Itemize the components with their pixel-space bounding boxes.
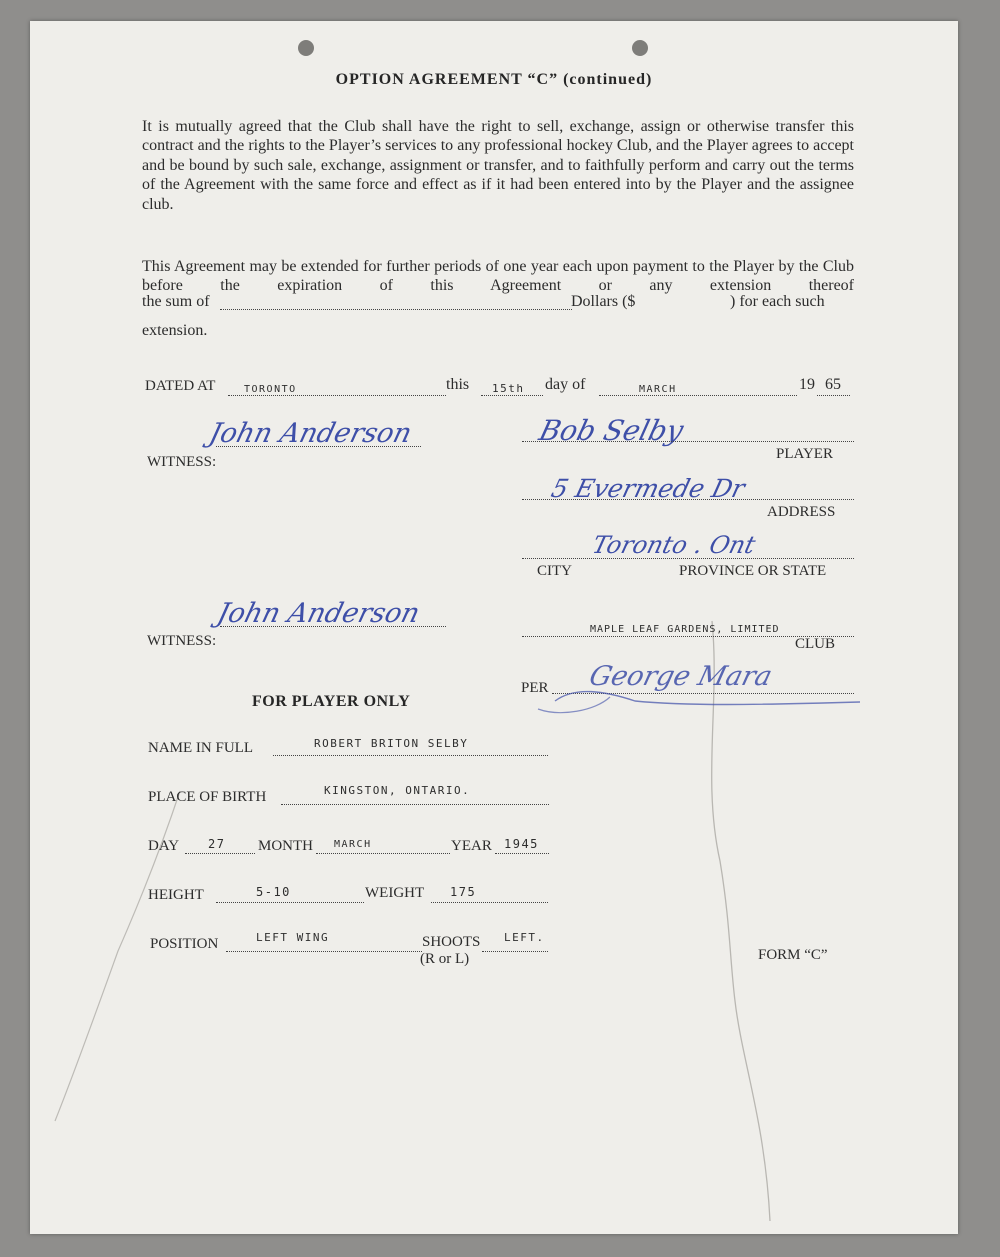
month-value: MARCH [639, 384, 677, 395]
day-of-label: day of [545, 376, 586, 393]
weight-label: WEIGHT [365, 885, 425, 901]
position-value: LEFT WING [256, 931, 330, 944]
birth-day-value: 27 [208, 837, 226, 851]
shoots-hint: (R or L) [420, 951, 470, 967]
sum-line [220, 309, 572, 310]
witness-2-line [220, 626, 446, 627]
address-line [522, 499, 854, 500]
city-value: Toronto . Ont [589, 531, 759, 559]
shoots-value: LEFT. [504, 931, 545, 944]
city-line [522, 558, 854, 559]
year-value: 65 [825, 376, 841, 393]
day-line [481, 395, 543, 396]
birth-year-value: 1945 [504, 837, 539, 851]
birth-day-line [185, 853, 255, 854]
player-line [522, 441, 854, 442]
dollars-label: Dollars ($ [571, 293, 636, 310]
name-value: ROBERT BRITON SELBY [314, 737, 469, 750]
dated-at-line [228, 395, 446, 396]
shoots-label: SHOOTS [422, 934, 481, 950]
weight-value: 175 [450, 885, 477, 899]
document-page [30, 21, 958, 1234]
weight-line [431, 902, 548, 903]
birth-line [281, 804, 549, 805]
height-value: 5-10 [256, 885, 291, 899]
form-label: FORM “C” [758, 947, 828, 963]
name-label: NAME IN FULL [148, 740, 253, 756]
this-label: this [446, 376, 470, 393]
per-signature: George Mara [586, 661, 776, 692]
extension-word: extension. [142, 322, 208, 339]
position-line [226, 951, 422, 952]
witness-1-line [216, 446, 421, 447]
year-line [817, 395, 850, 396]
sum-label: the sum of [142, 293, 210, 310]
month-line [599, 395, 797, 396]
witness-2-signature: John Anderson [214, 598, 423, 629]
per-signature-flourish [535, 661, 865, 716]
player-label: PLAYER [776, 446, 833, 462]
birth-label: PLACE OF BIRTH [148, 789, 267, 805]
birth-month-line [316, 853, 450, 854]
shoots-line [482, 951, 548, 952]
position-label: POSITION [150, 936, 219, 952]
address-value: 5 Evermede Dr [548, 474, 748, 503]
birth-day-label: DAY [148, 838, 180, 854]
dated-at-label: DATED AT [145, 378, 216, 394]
per-label: PER [521, 680, 549, 696]
birth-month-label: MONTH [258, 838, 313, 854]
club-value: MAPLE LEAF GARDENS, LIMITED [590, 624, 780, 635]
witness-1-signature: John Anderson [206, 418, 415, 449]
club-label: CLUB [795, 636, 836, 652]
birth-year-line [495, 853, 549, 854]
witness-1-label: WITNESS: [147, 454, 217, 470]
city-label: CITY [537, 563, 572, 579]
day-value: 15th [492, 382, 525, 395]
birth-value: KINGSTON, ONTARIO. [324, 784, 471, 797]
height-label: HEIGHT [148, 887, 204, 903]
year-prefix: 19 [799, 376, 815, 393]
dated-at-value: TORONTO [244, 384, 297, 395]
address-label: ADDRESS [767, 504, 836, 520]
player-signature: Bob Selby [535, 414, 687, 447]
name-line [273, 755, 548, 756]
for-player-only-heading: FOR PLAYER ONLY [252, 693, 411, 710]
province-label: PROVINCE OR STATE [679, 563, 827, 579]
assignment-paragraph: It is mutually agreed that the Club shall have the right to sell, exchange, assign or otherwise transfer this contract and the rights to the Player’s services to any professional hockey Club, and the Player agrees to accept and be bound by such sale, exchange, assignment or transfer, and to faithfully perform and carry out the terms of the Agreement with the same force and effect as if it had been entered into by the Player and the assignee club. [142, 118, 854, 213]
birth-month-value: MARCH [334, 839, 372, 850]
birth-year-label: YEAR [451, 838, 492, 854]
extension-paragraph: This Agreement may be extended for further periods of one year each upon payment to the Player by the Club before the expiration of this Agreement or any extension thereof [142, 258, 854, 295]
document-title: OPTION AGREEMENT “C” (continued) [335, 71, 653, 88]
each-such-label: ) for each such [730, 293, 825, 310]
witness-2-label: WITNESS: [147, 633, 217, 649]
height-line [216, 902, 364, 903]
